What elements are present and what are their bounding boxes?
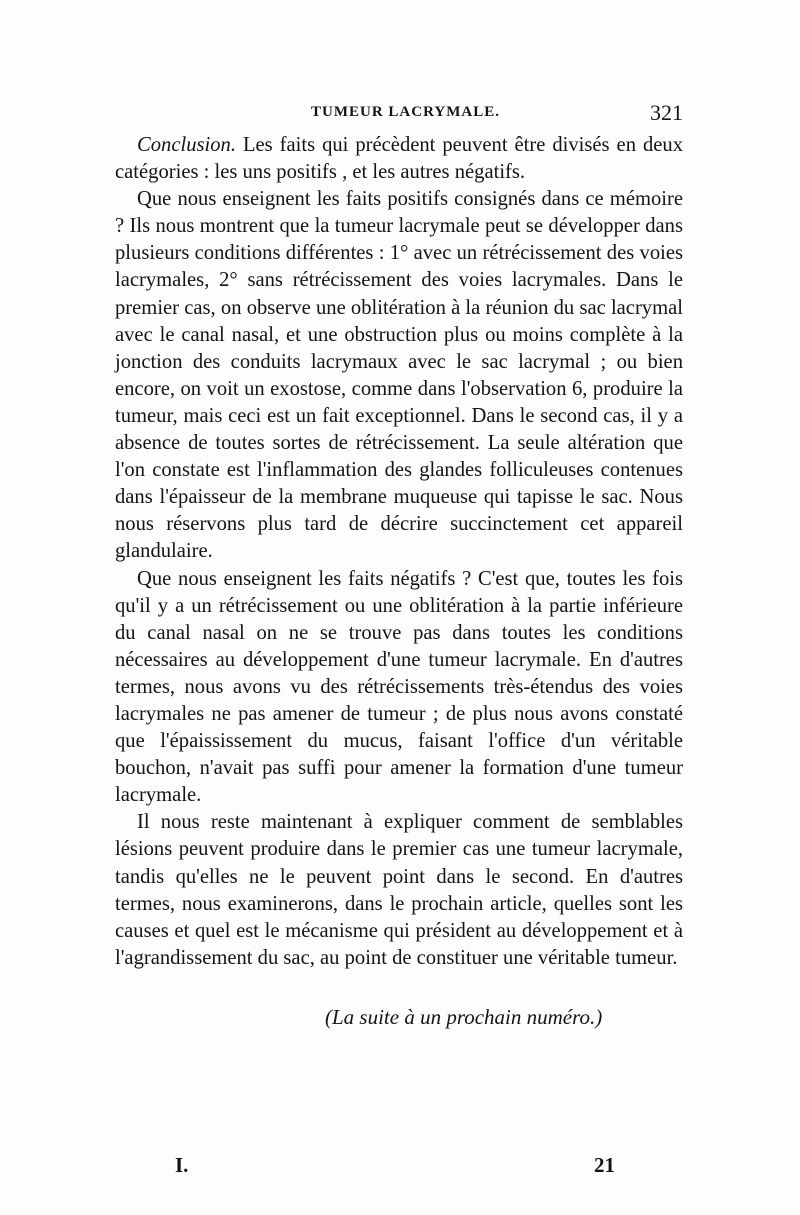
page-number: 321	[650, 100, 683, 125]
body-text	[115, 132, 683, 972]
paragraph-text: Il nous reste maintenant à expliquer comment de semblables lésions peuvent produire dans le premier cas une tumeur lacrymale, tandis qu'elles ne le peuvent point dans le second. En d'autres termes, nous examinerons, dans le prochain article, quelles sont les causes et quel est le mécanisme qui président au développement et à l'agrandissement du sac, au point de constituer une véritable tumeur.	[115, 811, 683, 969]
paragraph-positive-facts	[115, 186, 683, 565]
continuation-note: (La suite à un prochain numéro.)	[325, 1005, 603, 1029]
paragraph-lead: Conclusion.	[137, 134, 236, 156]
paragraph-text: Que nous enseignent les faits positifs consignés dans ce mémoire ? Ils nous montrent que la tumeur lacrymale peut se développer dans plusieurs conditions différentes : 1° avec un rétrécissement des voies lacrymales, 2° sans rétrécissement des voies lacrymales. Dans le premier cas, on observe une oblitération à la réunion du sac lacrymal avec le canal nasal, et une obstruction plus ou moins complète à la jonction des conduits lacrymaux avec le sac lacrymal ; ou bien encore, on voit un exostose, comme dans l'observation 6, produire la tumeur, mais ceci est un fait exceptionnel. Dans le second cas, il y a absence de toutes sortes de rétrécissement. La seule altération que l'on constate est l'inflammation des glandes folliculeuses contenues dans l'épaisseur de la membrane muqueuse qui tapisse le sac. Nous nous réservons plus tard de décrire succinctement cet appareil glandulaire.	[115, 188, 683, 563]
running-title: TUMEUR LACRYMALE.	[311, 104, 500, 120]
paragraph-negative-facts	[115, 566, 683, 810]
paragraph-text: Les faits qui précèdent peuvent être divisés en deux catégories : les uns positifs , et les autres négatifs.	[115, 134, 683, 184]
sheet-number: 21	[594, 1153, 615, 1177]
page-header	[115, 100, 683, 130]
paragraph-remaining	[115, 809, 683, 972]
signature-mark: I.	[175, 1153, 189, 1177]
paragraph-text: Que nous enseignent les faits négatifs ? C'est que, toutes les fois qu'il y a un rétrécissement ou une oblitération à la partie inférieure du canal nasal on ne se trouve pas dans toutes les conditions nécessaires au développement d'une tumeur lacrymale. En d'autres termes, nous avons vu des rétrécissements très-étendus des voies lacrymales ne pas amener de tumeur ; de plus nous avons constaté que l'épaississement du mucus, faisant l'office d'un véritable bouchon, n'avait pas suffi pour amener la formation d'une tumeur lacrymale.	[115, 567, 683, 807]
paragraph-conclusion	[115, 132, 683, 186]
page-footer	[175, 1153, 615, 1183]
